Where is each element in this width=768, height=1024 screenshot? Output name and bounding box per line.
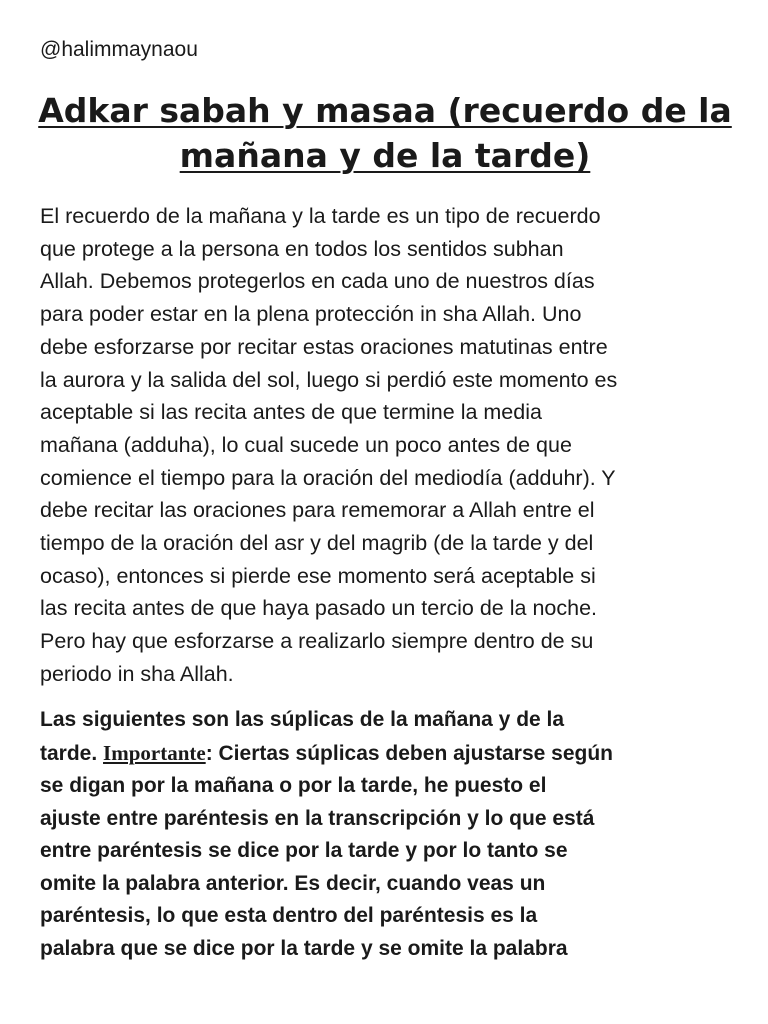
intro-line: para poder estar en la plena protección in sha Allah. Uno [40,302,582,327]
intro-line: mañana (adduha), lo cual sucede un poco antes de que [40,432,572,457]
intro-line: Pero hay que esforzarse a realizarlo siempre dentro de su [40,629,594,654]
intro-line: debe esforzarse por recitar estas oraciones matutinas entre [40,334,608,359]
intro-line: comience el tiempo para la oración del mediodía (adduhr). Y [40,465,616,490]
notice-line: ajuste entre paréntesis en la transcripción y lo que está [40,806,595,830]
author-handle: @halimmaynaou [40,38,198,61]
intro-line: Allah. Debemos protegerlos en cada uno de nuestros días [40,269,595,294]
intro-line: debe recitar las oraciones para rememorar a Allah entre el [40,498,595,523]
intro-line: aceptable si las recita antes de que termine la media [40,400,542,425]
intro-line: la aurora y la salida del sol, luego si perdió este momento es [40,367,618,392]
intro-line: tiempo de la oración del asr y del magrib (de la tarde y del [40,531,594,556]
intro-line: El recuerdo de la mañana y la tarde es un tipo de recuerdo [40,204,601,228]
notice-prefix: tarde. [40,741,104,765]
page-title: Adkar sabah y masaa (recuerdo de la mañana y de la tarde) [38,91,732,175]
intro-line: ocaso), entonces si pierde ese momento será aceptable si [40,563,596,588]
intro-line: las recita antes de que haya pasado un tercio de la noche. [40,596,597,621]
notice-line: omite la palabra anterior. Es decir, cuando veas un [40,871,546,895]
notice-line: Las siguientes son las súplicas de la mañana y de la [40,708,565,731]
notice-line: paréntesis, lo que esta dentro del paréntesis es la [40,904,538,927]
notice-line: palabra que se dice por la tarde y se omite la palabra [40,936,568,960]
intro-line: periodo in sha Allah. [40,661,234,686]
notice-line-important [40,737,732,771]
notice-suffix: : Ciertas súplicas deben ajustarse según [205,741,614,765]
intro-paragraph [40,200,732,691]
notice-paragraph [40,704,732,965]
notice-line: entre paréntesis se dice por la tarde y por lo tanto se [40,839,568,862]
important-label: Importante [103,740,206,765]
notice-line: se digan por la mañana o por la tarde, he puesto el [40,774,547,797]
intro-line: que protege a la persona en todos los sentidos subhan [40,236,564,261]
